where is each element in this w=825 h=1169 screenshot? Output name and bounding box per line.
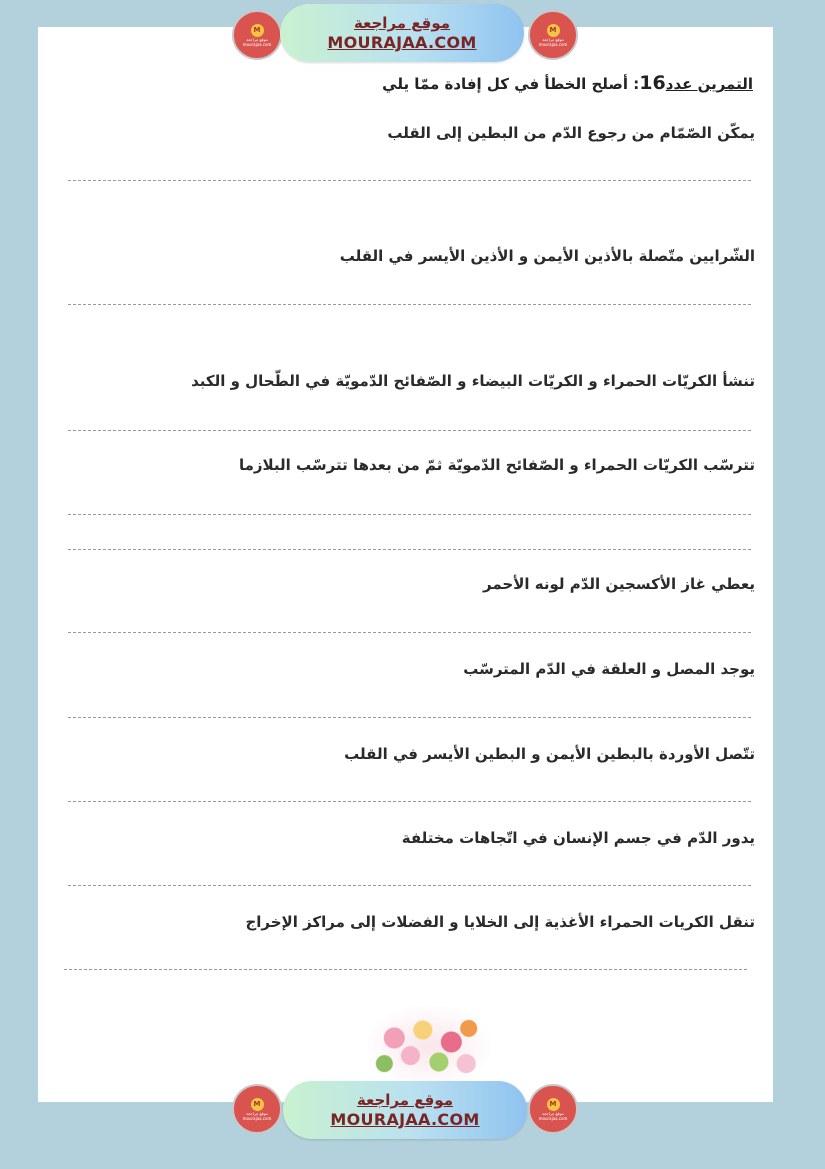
answer-line[interactable] — [68, 801, 751, 802]
answer-line[interactable] — [68, 632, 751, 633]
site-logo-icon: M موقع مراجعة mourajaa.com — [528, 1084, 578, 1134]
statement-6: يوجد المصل و العلقة في الدّم المترسّب — [463, 660, 755, 678]
statement-4: تترسّب الكريّات الحمراء و الصّفائح الدّمويّة ثمّ من بعدها تترسّب البلازما — [238, 456, 755, 474]
answer-line[interactable] — [68, 180, 751, 181]
statement-1: يمكّن الصّمّام من رجوع الدّم من البطين إلى القلب — [387, 124, 755, 142]
exercise-heading — [382, 72, 753, 94]
site-logo-icon: M موقع مراجعة mourajaa.com — [232, 10, 282, 60]
statement-5: يعطي غاز الأكسجين الدّم لونه الأحمر — [483, 575, 755, 593]
site-logo-icon: M موقع مراجعة mourajaa.com — [528, 10, 578, 60]
statement-8: يدور الدّم في جسم الإنسان في اتّجاهات مختلفة — [401, 829, 755, 847]
statement-3: تنشأ الكريّات الحمراء و الكريّات البيضاء و الصّفائح الدّمويّة في الطّحال و الكبد — [191, 372, 755, 390]
site-name-latin: MOURAJAA.COM — [330, 1110, 480, 1129]
statement-7: تتّصل الأوردة بالبطين الأيمن و البطين الأيسر في القلب — [344, 745, 755, 763]
answer-line[interactable] — [68, 717, 751, 718]
flower-bouquet-image — [367, 1006, 491, 1086]
worksheet-page — [38, 27, 773, 1102]
site-badge-top[interactable] — [280, 4, 524, 62]
site-name-arabic: موقع مراجعة — [353, 14, 451, 32]
statement-9: تنقل الكريات الحمراء الأغذية إلى الخلايا و الفضلات إلى مراكز الإخراج — [245, 913, 755, 931]
answer-line[interactable] — [68, 514, 751, 515]
statement-2: الشّرايين متّصلة بالأذين الأيمن و الأذين الأيسر في القلب — [339, 247, 755, 265]
answer-line[interactable] — [68, 304, 751, 305]
exercise-number: 16 — [639, 72, 666, 94]
answer-line[interactable] — [64, 969, 747, 970]
exercise-separator: : — [633, 75, 640, 93]
answer-line[interactable] — [68, 430, 751, 431]
exercise-instruction: أصلح الخطأ في كل إفادة ممّا يلي — [382, 75, 629, 93]
site-badge-bottom[interactable] — [283, 1081, 527, 1139]
site-name-latin: MOURAJAA.COM — [327, 33, 477, 52]
answer-line[interactable] — [68, 549, 751, 550]
answer-line[interactable] — [68, 885, 751, 886]
exercise-label: التمرين عدد — [665, 75, 753, 93]
site-name-arabic: موقع مراجعة — [356, 1091, 454, 1109]
site-logo-icon: M موقع مراجعة mourajaa.com — [232, 1084, 282, 1134]
